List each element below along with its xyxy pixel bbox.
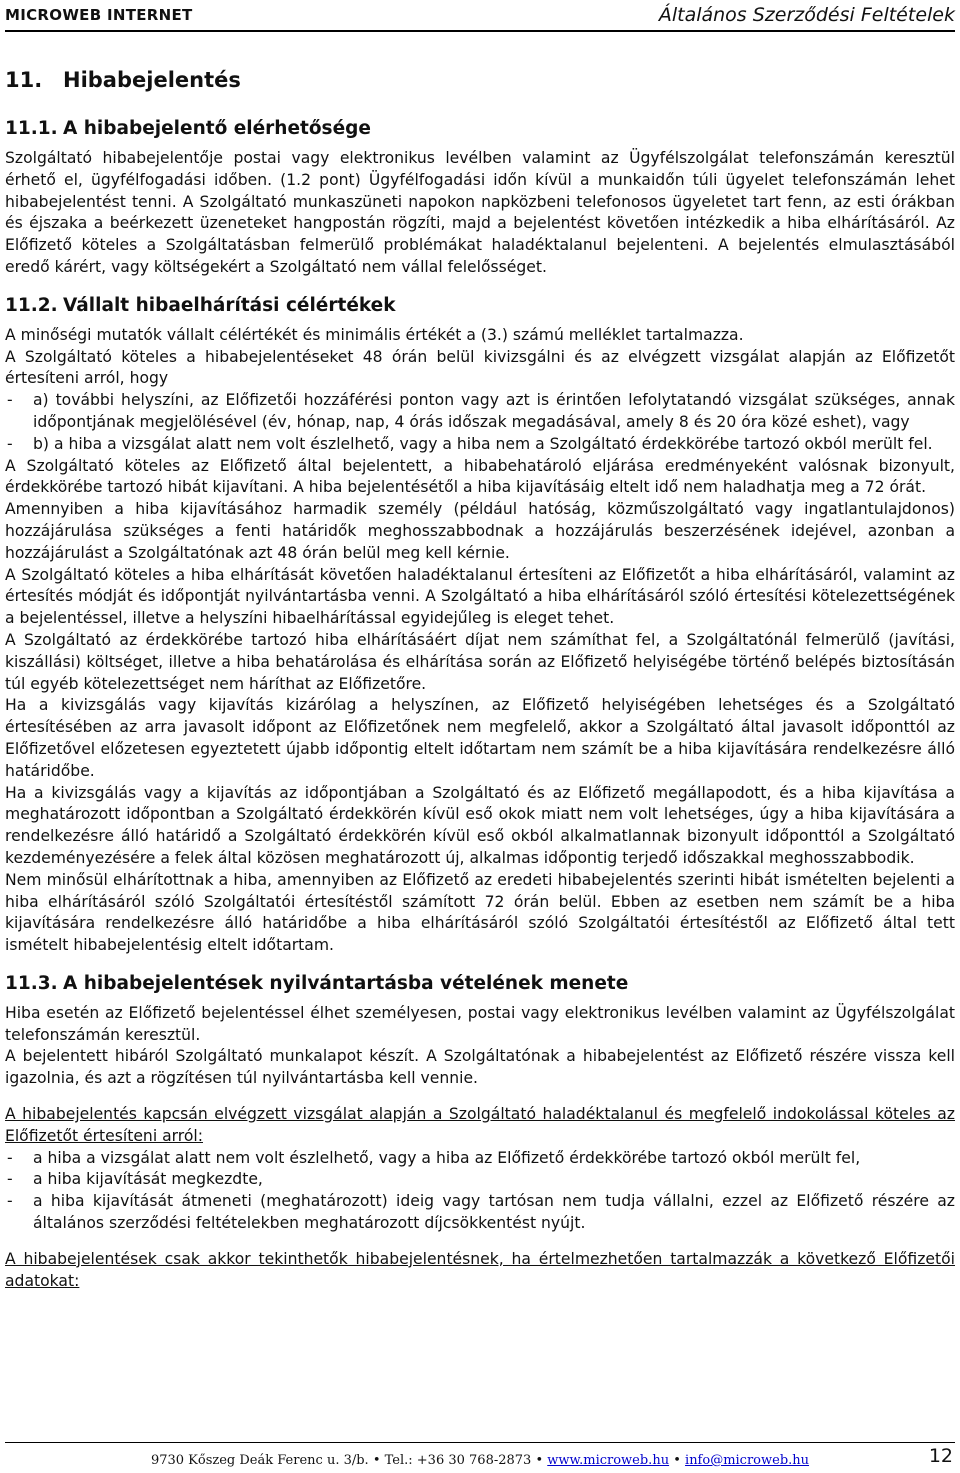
document-body <box>5 64 955 1292</box>
company-name: MICROWEB INTERNET <box>5 6 193 24</box>
paragraph: Hiba esetén az Előfizető bejelentéssel élhet személyesen, postai vagy elektronikus levélben valamint az Ügyfélszolgálat telefonszámán keresztül. <box>5 1003 955 1044</box>
subsection-heading-11-3 <box>5 971 955 997</box>
list-item <box>5 390 955 434</box>
list-item-text: a) további helyszíni, az Előfizetői hozzáférési ponton vagy azt is érintően lefolytatandó vizsgálat szükséges, annak időpontjának megjelölésével (év, hónap, nap, 4 órás időszak megadásával, amely 8 és 20 óra közé eshet), vagy <box>33 391 955 431</box>
subsection-title: Vállalt hibaelhárítási célértékek <box>63 294 396 316</box>
subsection-number: 11.1. <box>5 118 58 139</box>
paragraph: Ha a kivizsgálás vagy kijavítás kizárólag a helyszínen, az Előfizető helyiségében lehetséges és a Szolgáltató értesítésében az arra javasolt időpont az Előfizetőnek nem megfelelő, akkor a Szolgáltató által javasolt időponttól az Előfizetővel előzetesen egyeztetett újabb időpontig eltelt időtartam nem számít be a hiba kijavítására rendelkezésre álló határidőbe. <box>5 696 955 780</box>
paragraph: A Szolgáltató köteles az Előfizető által bejelentett, a hibabehatároló eljárása eredményeként valósnak bizonyult, érdekkörébe tartozó hibát kijavítani. A hiba bejelentésétől a hiba kijavításáig eltelt idő nem haladhatja meg a 72 órát. <box>5 456 955 497</box>
list-item-text: a hiba a vizsgálat alatt nem volt észlelhető, vagy a hiba az Előfizető érdekkörébe tartozó okból merült fel, <box>33 1148 861 1167</box>
list-item <box>5 1148 955 1170</box>
underlined-paragraph: A hibabejelentések csak akkor tekinthetők hibabejelentésnek, ha értelmezhetően tartalmazzák a következő Előfizetői adatokat: <box>5 1249 955 1290</box>
list-dash: - <box>7 1170 13 1189</box>
page-number: 12 <box>928 1445 953 1467</box>
footer-address: 9730 Kőszeg Deák Ferenc u. 3/b. • Tel.: +36 30 768-2873 • <box>150 1453 544 1468</box>
footer-separator: • <box>673 1453 681 1468</box>
section-title: Hibabejelentés <box>63 68 241 92</box>
list-item-text: a hiba kijavítását megkezdte, <box>33 1170 263 1189</box>
paragraph: A minőségi mutatók vállalt célértékét és minimális értékét a (3.) számú melléklet tartalmazza. <box>5 325 744 344</box>
subsection-title: A hibabejelentések nyilvántartásba vételének menete <box>63 972 629 994</box>
subsection-title: A hibabejelentő elérhetősége <box>63 118 371 139</box>
list-item <box>5 434 955 456</box>
email-link[interactable]: info@microweb.hu <box>685 1453 810 1468</box>
underlined-paragraph: A hibabejelentés kapcsán elvégzett vizsgálat alapján a Szolgáltató haladéktalanul és megfelelő indokolással köteles az Előfizetőt értesíteni arról: <box>5 1105 955 1145</box>
document-title: Általános Szerződési Feltételek <box>658 4 955 26</box>
list-dash: - <box>7 434 13 453</box>
paragraph: Ha a kivizsgálás vagy a kijavítás az időpontjában a Szolgáltató és az Előfizető megállapodott, és a hiba kijavítása a meghatározott időpontban a Szolgáltató érdekkörén kívül eső okok miatt nem volt lehetséges, úgy a hiba kijavítására a rendelkezésre álló határidő a Szolgáltató érdekkörén kívül eső okból alkalmatlannak bizonyult időponttól a Szolgáltató kezdeményezésére a felek által közösen meghatározott új, alkalmas időpontig terjedő időszakkal meghosszabbodik. <box>5 783 955 867</box>
subsection-heading-11-1 <box>5 116 955 142</box>
list-dash: - <box>7 1192 13 1211</box>
footer-contact <box>5 1453 955 1468</box>
paragraph: A Szolgáltató köteles a hibabejelentéseket 48 órán belül kivizsgálni és az elvégzett vizsgálat alapján az Előfizetőt értesíteni arról, hogy <box>5 347 955 388</box>
subsection-number: 11.3. <box>5 972 58 994</box>
list-item-text: a hiba kijavítását átmeneti (meghatározott) ideig vagy tartósan nem tudja vállalni, ezzel az Előfizető részére az általános szerződési feltételekben meghatározott díjcsökkentést nyújt. <box>33 1192 955 1233</box>
list-item <box>5 1191 955 1235</box>
list-dash: - <box>7 391 13 410</box>
paragraph: Amennyiben a hiba kijavításához harmadik személy (például hatóság, közműszolgáltató vagy ingatlantulajdonos) hozzájárulása szükséges a fenti határidők meghosszabbodnak a hozzájárulás beszerzésének idejével, azonban a hozzájárulást a Szolgáltatónak azt 48 órán belül meg kell kérnie. <box>5 500 955 562</box>
website-link[interactable]: www.microweb.hu <box>547 1453 670 1468</box>
paragraph: Nem minősül elhárítottnak a hiba, amennyiben az Előfizető az eredeti hibabejelentés szerinti hibát ismételten bejelenti a hiba elhárításáról szóló Szolgáltatói értesítéstől számított 72 órán belül. Ebben az esetben nem számít be a hiba kijavítására rendelkezésre álló határidőbe a hiba elhárításáról szóló Szolgáltatói értesítéstől az Előfizető által tett ismételt hibabejelentésig eltelt időtartam. <box>5 870 955 955</box>
page-footer <box>5 1442 955 1473</box>
subsection-number: 11.2. <box>5 294 58 316</box>
section-number: 11. <box>5 68 43 92</box>
list-dash: - <box>7 1148 13 1167</box>
paragraph: A bejelentett hibáról Szolgáltató munkalapot készít. A Szolgáltatónak a hibabejelentést az Előfizető részére vissza kell igazolnia, és azt a rögzítésen túl nyilvántartásba kell vennie. <box>5 1047 955 1088</box>
list-item-text: b) a hiba a vizsgálat alatt nem volt észlelhető, vagy a hiba nem a Szolgáltató érdekkörébe tartozó okból merült fel. <box>33 434 933 453</box>
paragraph: Szolgáltató hibabejelentője postai vagy elektronikus levélben valamint az Ügyfélszolgálat telefonszámán keresztül érhető el, ügyfélfogadási időben. (1.2 pont) Ügyfélfogadási időn kívül a munkaidőn túli ügyelet telefonszámán lehet hibabejelentést tenni. A Szolgáltató munkaszüneti napokon napközbeni telefonosos ügyeletet tart fenn, az esti órákban és éjszaka a beérkezett üzeneteket hangpostán rögzíti, majd a bejelentést követően intézkedik a hiba elhárításáról. Az Előfizető köteles a Szolgáltatásban felmerülő problémákat haladéktalanul bejelenteni. A bejelentés elmulasztásából eredő kárért, vagy költségekért a Szolgáltató nem vállal felelősséget. <box>5 149 955 276</box>
paragraph: A Szolgáltató köteles a hiba elhárítását követően haladéktalanul értesíteni az Előfizetőt a hiba elhárításáról, valamint az értesítés módját és időpontját nyilvántartásba venni. A Szolgáltató a hiba elhárításáról szóló értesítési kötelezettségének a bejelentéssel, illetve a helyszíni hibaelhárítással egyidejűleg is eleget tehet. <box>5 565 955 628</box>
list-item <box>5 1169 955 1191</box>
section-heading <box>5 64 955 96</box>
paragraph: A Szolgáltató az érdekkörébe tartozó hiba elhárításáért díjat nem számíthat fel, a Szolgáltatónál felmerülő (javítási, kiszállási) költséget, illetve a hiba behatárolása és elhárítása során az Előfizető helyiségébe történő belépés biztosításán túl egyéb kötelezettséget nem háríthat az Előfizetőre. <box>5 630 955 693</box>
subsection-heading-11-2 <box>5 293 955 319</box>
page-header <box>5 0 955 32</box>
